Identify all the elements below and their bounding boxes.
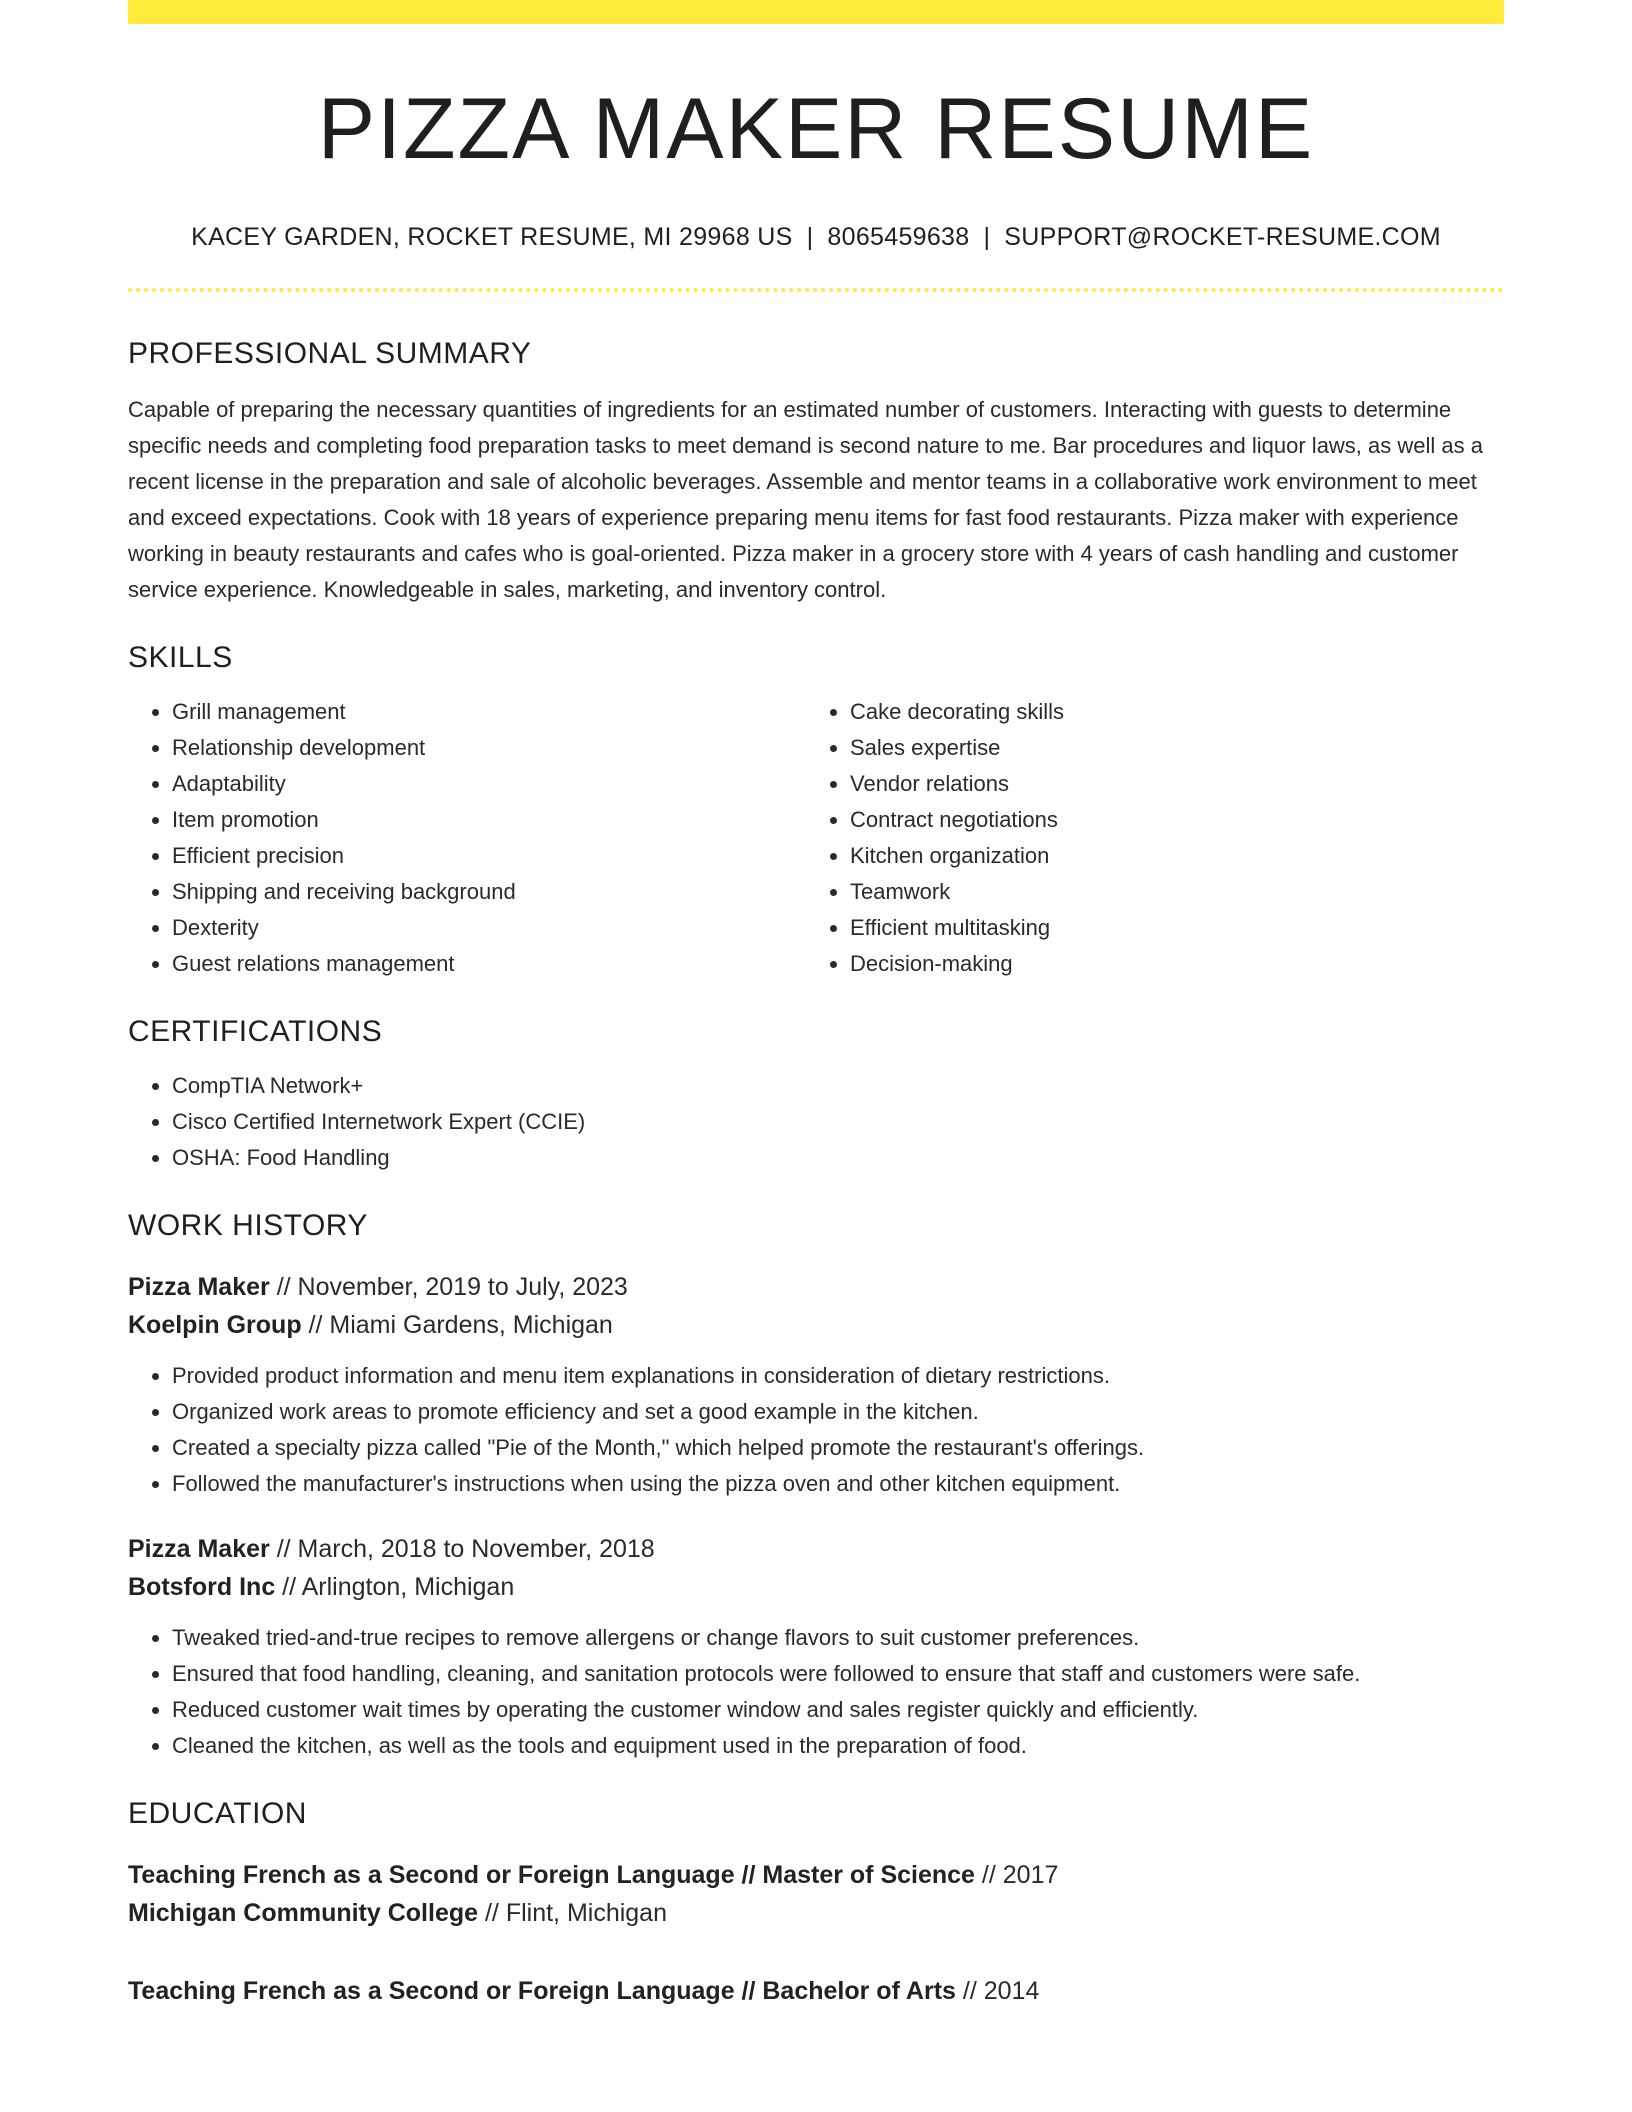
dotted-divider — [128, 288, 1504, 292]
certifications-list — [128, 1068, 1504, 1176]
job-entry — [128, 1268, 1504, 1502]
skill-item: • Kitchen organization — [850, 838, 1484, 874]
skills-right-column — [806, 694, 1484, 982]
job-title: Pizza Maker — [128, 1272, 270, 1301]
job-company-line — [128, 1306, 1504, 1344]
skills-right-list — [806, 694, 1484, 982]
job-bullet: • Cleaned the kitchen, as well as the tools and equipment used in the preparation of food. — [172, 1728, 1504, 1764]
education-entry — [128, 1972, 1504, 2010]
education-year: // 2017 — [981, 1860, 1059, 1889]
skill-item: • Vendor relations — [850, 766, 1484, 802]
job-title-line — [128, 1530, 1504, 1568]
job-dates: // March, 2018 to November, 2018 — [276, 1534, 655, 1563]
resume-page — [128, 0, 1504, 2010]
job-bullets — [128, 1358, 1504, 1502]
job-location: // Miami Gardens, Michigan — [308, 1310, 613, 1339]
job-title: Pizza Maker — [128, 1534, 270, 1563]
skill-item: • Guest relations management — [172, 946, 806, 982]
skill-item: • Item promotion — [172, 802, 806, 838]
job-bullet: • Tweaked tried-and-true recipes to remove allergens or change flavors to suit customer preferences. — [172, 1620, 1504, 1656]
education-degree: Teaching French as a Second or Foreign Language // Bachelor of Arts — [128, 1976, 956, 2005]
skill-item: • Relationship development — [172, 730, 806, 766]
contact-email: SUPPORT@ROCKET-RESUME.COM — [1004, 222, 1441, 251]
education-year: // 2014 — [962, 1976, 1040, 2005]
contact-address: KACEY GARDEN, ROCKET RESUME, MI 29968 US — [191, 222, 793, 251]
contact-separator: | — [806, 222, 814, 251]
job-location: // Arlington, Michigan — [282, 1572, 515, 1601]
certification-item: • Cisco Certified Internetwork Expert (CCIE) — [172, 1104, 1504, 1140]
skill-item: • Cake decorating skills — [850, 694, 1484, 730]
education-school: Michigan Community College — [128, 1898, 479, 1927]
job-bullet: • Followed the manufacturer's instructions when using the pizza oven and other kitchen equipment. — [172, 1466, 1504, 1502]
skills-left-column — [128, 694, 806, 982]
job-company-line — [128, 1568, 1504, 1606]
contact-line — [128, 223, 1504, 252]
job-bullet: • Organized work areas to promote efficiency and set a good example in the kitchen. — [172, 1394, 1504, 1430]
education-degree: Teaching French as a Second or Foreign Language // Master of Science — [128, 1860, 975, 1889]
contact-phone: 8065459638 — [827, 222, 970, 251]
skill-item: • Adaptability — [172, 766, 806, 802]
job-company: Botsford Inc — [128, 1572, 276, 1601]
education-heading: EDUCATION — [128, 1796, 307, 1830]
skill-item: • Decision-making — [850, 946, 1484, 982]
job-bullets — [128, 1620, 1504, 1764]
work-history-heading: WORK HISTORY — [128, 1208, 368, 1242]
job-entry — [128, 1530, 1504, 1764]
skill-item: • Teamwork — [850, 874, 1484, 910]
job-bullet: • Created a specialty pizza called "Pie of the Month," which helped promote the restaurant's offerings. — [172, 1430, 1504, 1466]
skills-columns — [128, 694, 1504, 982]
summary-text: Capable of preparing the necessary quantities of ingredients for an estimated number of customers. Interacting with guests to determine specific needs and completing food preparation tasks to meet demand is second nature to me. Bar procedures and liquor laws, as well as a recent license in the preparation and sale of alcoholic beverages. Assemble and mentor teams in a collaborative work environment to meet and exceed expectations. Cook with 18 years of experience preparing menu items for fast food restaurants. Pizza maker with experience working in beauty restaurants and cafes who is goal-oriented. Pizza maker in a grocery store with 4 years of cash handling and customer service experience. Knowledgeable in sales, marketing, and inventory control. — [128, 396, 1483, 602]
contact-separator: | — [983, 222, 991, 251]
job-bullet: • Reduced customer wait times by operating the customer window and sales register quickly and efficiently. — [172, 1692, 1504, 1728]
certification-item: • CompTIA Network+ — [172, 1068, 1504, 1104]
skill-item: • Efficient precision — [172, 838, 806, 874]
skill-item: • Efficient multitasking — [850, 910, 1484, 946]
education-school-line — [128, 1894, 1504, 1932]
skills-heading: SKILLS — [128, 640, 233, 674]
education-degree-line — [128, 1972, 1504, 2010]
job-bullet: • Provided product information and menu item explanations in consideration of dietary restrictions. — [172, 1358, 1504, 1394]
summary-heading: PROFESSIONAL SUMMARY — [128, 336, 532, 370]
job-bullet: • Ensured that food handling, cleaning, and sanitation protocols were followed to ensure that staff and customers were safe. — [172, 1656, 1504, 1692]
page-title: PIZZA MAKER RESUME — [317, 81, 1315, 177]
education-degree-line — [128, 1856, 1504, 1894]
top-accent-bar — [128, 0, 1504, 24]
job-dates: // November, 2019 to July, 2023 — [276, 1272, 628, 1301]
skill-item: • Shipping and receiving background — [172, 874, 806, 910]
skill-item: • Grill management — [172, 694, 806, 730]
skill-item: • Dexterity — [172, 910, 806, 946]
certification-item: • OSHA: Food Handling — [172, 1140, 1504, 1176]
skills-left-list — [128, 694, 806, 982]
certifications-heading: CERTIFICATIONS — [128, 1014, 383, 1048]
skill-item: • Contract negotiations — [850, 802, 1484, 838]
skill-item: • Sales expertise — [850, 730, 1484, 766]
education-entry — [128, 1856, 1504, 1932]
education-location: // Flint, Michigan — [484, 1898, 667, 1927]
job-company: Koelpin Group — [128, 1310, 302, 1339]
job-title-line — [128, 1268, 1504, 1306]
